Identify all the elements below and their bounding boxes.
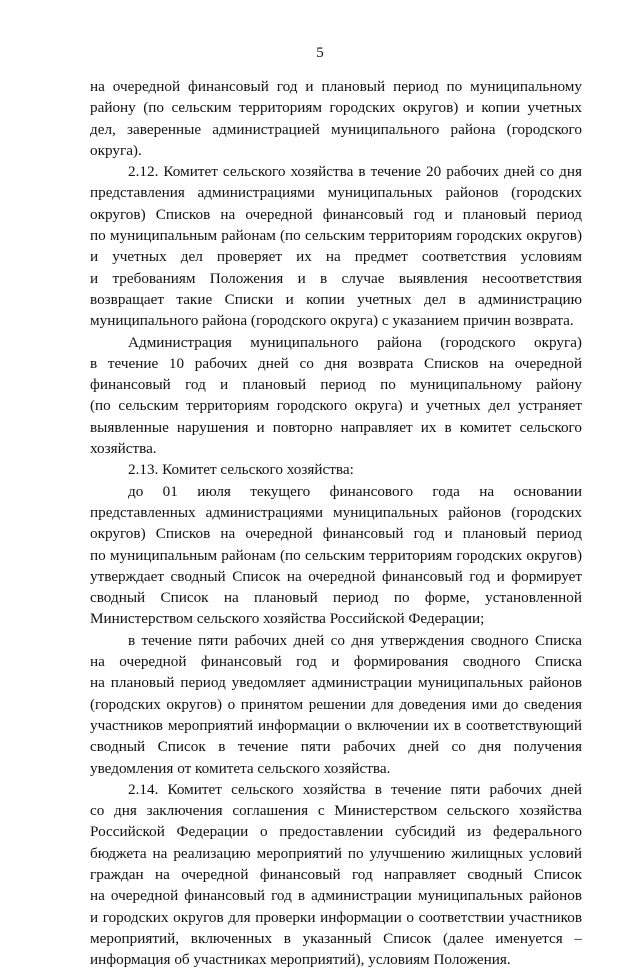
text-line: утверждает сводный Список на очередной финансовый год и формирует — [90, 567, 582, 585]
text-line: в течение 10 рабочих дней со дня возврата Списков на очередной — [90, 354, 582, 372]
text-line: (по сельским территориям городского округа) и учетных дел устраняет — [90, 397, 582, 415]
text-line: выявленные нарушения и повторно направляет их в комитет сельского — [90, 418, 582, 436]
text-line: Администрация муниципального района (городского округа) — [128, 333, 582, 351]
text-line: и учетных дел проверяет их на предмет соответствия условиям — [90, 248, 582, 266]
text-line: на плановый период уведомляет администрации муниципальных районов — [90, 674, 582, 692]
text-line: району (по сельским территориям городских округов) и копии учетных — [90, 99, 582, 117]
text-line: 2.14. Комитет сельского хозяйства в течение пяти рабочих дней — [128, 780, 582, 798]
text-line: на очередной финансовый год в администрации муниципальных районов — [90, 887, 582, 905]
text-line: уведомления от комитета сельского хозяйства. — [90, 759, 391, 777]
text-line: представленных администрациями муниципальных районов (городских — [90, 503, 582, 521]
text-line: со дня заключения соглашения с Министерством сельского хозяйства — [90, 802, 582, 820]
text-line: и требованиям Положения и в случае выявления несоответствия — [90, 269, 582, 287]
text-line: (городских округов) о принятом решении для доведения ими до сведения — [90, 695, 582, 713]
text-line: 2.12. Комитет сельского хозяйства в течение 20 рабочих дней со дня — [128, 163, 582, 181]
text-line: возвращает такие Списки и копии учетных дел в администрацию — [90, 290, 582, 308]
text-line: в течение пяти рабочих дней со дня утверждения сводного Списка — [128, 631, 582, 649]
text-line: округов) Списков на очередной финансовый год и плановый период — [90, 205, 582, 223]
page-number: 5 — [316, 45, 324, 61]
text-line: сводный Список в течение пяти рабочих дней со дня получения — [90, 738, 582, 756]
text-line: граждан на очередной финансовый год направляет сводный Список — [90, 865, 582, 883]
text-line: представления администрациями муниципальных районов (городских — [90, 184, 582, 202]
text-line: Российской Федерации о предоставлении субсидий из федерального — [90, 823, 582, 841]
text-line: и городских округов для проверки информации о соответствии участников — [90, 908, 582, 926]
text-line: сводный Список на плановый период по форме, установленной — [90, 589, 582, 607]
text-line: мероприятий, включенных в указанный Список (далее именуется – — [90, 929, 582, 947]
text-line: бюджета на реализацию мероприятий по улучшению жилищных условий — [90, 844, 582, 862]
text-line: округа). — [90, 141, 142, 159]
text-line: по муниципальным районам (по сельским территориям городских округов) — [90, 546, 582, 564]
text-line: муниципального района (городского округа) с указанием причин возврата. — [90, 312, 574, 330]
text-line: Министерством сельского хозяйства Российской Федерации; — [90, 610, 485, 628]
text-line: до 01 июля текущего финансового года на основании — [128, 482, 582, 500]
text-line: хозяйства. — [90, 440, 157, 458]
text-line: участников мероприятий информации о включении их в соответствующий — [90, 716, 582, 734]
text-line: информация об участниках мероприятий), условиям Положения. — [90, 951, 511, 969]
document-body — [90, 76, 582, 970]
text-line: финансовый год и плановый период по муниципальному району — [90, 376, 582, 394]
text-line: дел, заверенные администрацией муниципального района (городского — [90, 120, 582, 138]
text-line: округов) Списков на очередной финансовый год и плановый период — [90, 525, 582, 543]
text-line: на очередной финансовый год и формирования сводного Списка — [90, 653, 582, 671]
text-line: на очередной финансовый год и плановый период по муниципальному — [90, 78, 582, 95]
text-line: 2.13. Комитет сельского хозяйства: — [128, 461, 354, 479]
text-line: по муниципальным районам (по сельским территориям городских округов) — [90, 227, 582, 245]
